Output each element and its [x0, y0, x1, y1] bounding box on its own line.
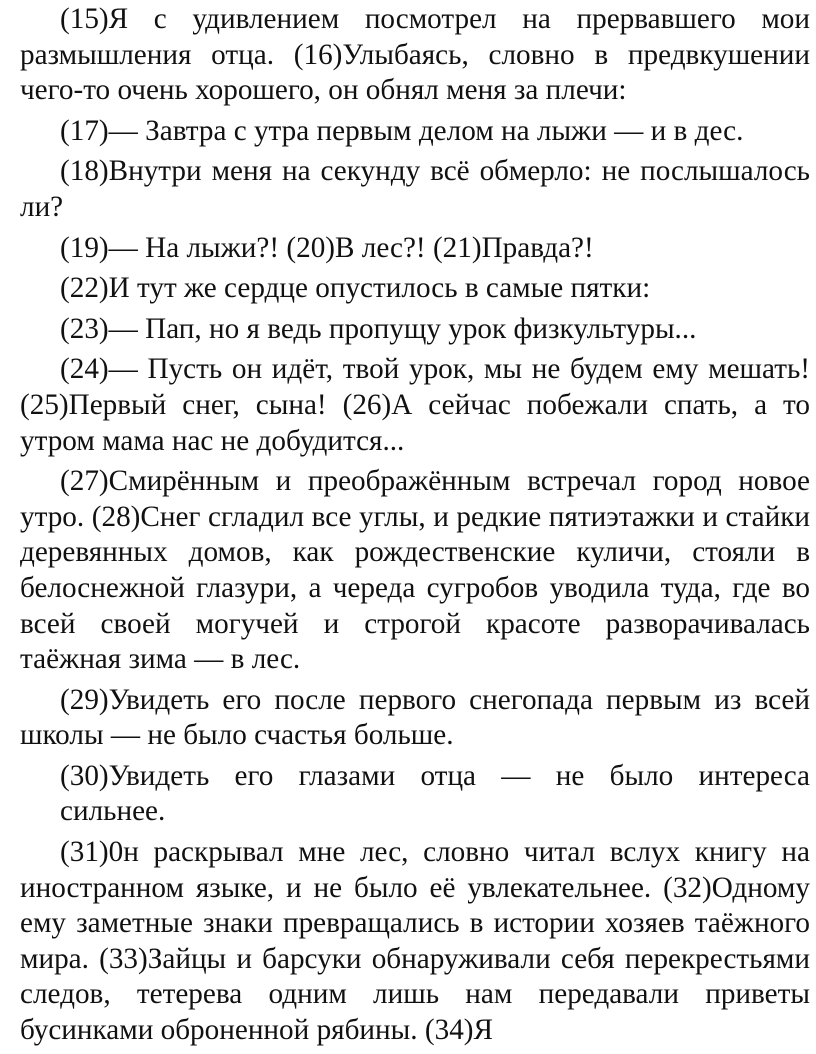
paragraph-18: (18)Внутри меня на секунду всё обмерло: не послышалось ли? [20, 155, 810, 223]
paragraph-15-16: (15)Я с удивлением посмотрел на прервавшего мои размышления отца. (16)Улыбаясь, словно в предвкушении чего-то очень хорошего, он обнял меня за плечи: [20, 3, 810, 107]
paragraph-29: (29)Увидеть его после первого снегопада первым из всей школы — не было счастья больше. [20, 683, 810, 752]
paragraph-30: (30)Увидеть его глазами отца — не было интереса [60, 759, 810, 792]
paragraph-30-continuation: сильнее. [60, 795, 166, 828]
paragraph-22: (22)И тут же сердце опустилось в самые пятки: [60, 272, 651, 305]
paragraph-17: (17)— Завтра с утра первым делом на лыжи — и в дес. [60, 114, 744, 147]
text-page [20, 2, 810, 1054]
paragraph-19-21: (19)— На лыжи?! (20)В лес?! (21)Правда?! [60, 231, 594, 264]
paragraph-31-34: (31)0н раскрывал мне лес, словно читал вслух книгу на иностранном языке, и не было её увлекательнее. (32)Одному ему заметные знаки превращались в истории хозяев таёжного мира. (33)Зайцы и барсуки обнаруживали себя перекрестьями следов, тетерева одним лишь нам передавали приветы бусинками оброненной рябины. (34)Я [20, 836, 810, 1047]
paragraph-24-26: (24)— Пусть он идёт, твой урок, мы не будем ему мешать! (25)Первый снег, сына! (26)А сейчас побежали спать, а то утром мама нас не добудится... [20, 353, 810, 457]
paragraph-23: (23)— Пап, но я ведь пропущу урок физкультуры... [60, 312, 697, 345]
paragraph-27-28: (27)Смирённым и преображённым встречал город новое утро. (28)Снег сгладил все углы, и редкие пятиэтажки и стайки деревянных домов, как рождественские куличи, стояли в белоснежной глазури, а череда сугробов уводила туда, где во всей своей могучей и строгой красоте разворачивалась таёжная зима — в лес. [20, 465, 810, 676]
